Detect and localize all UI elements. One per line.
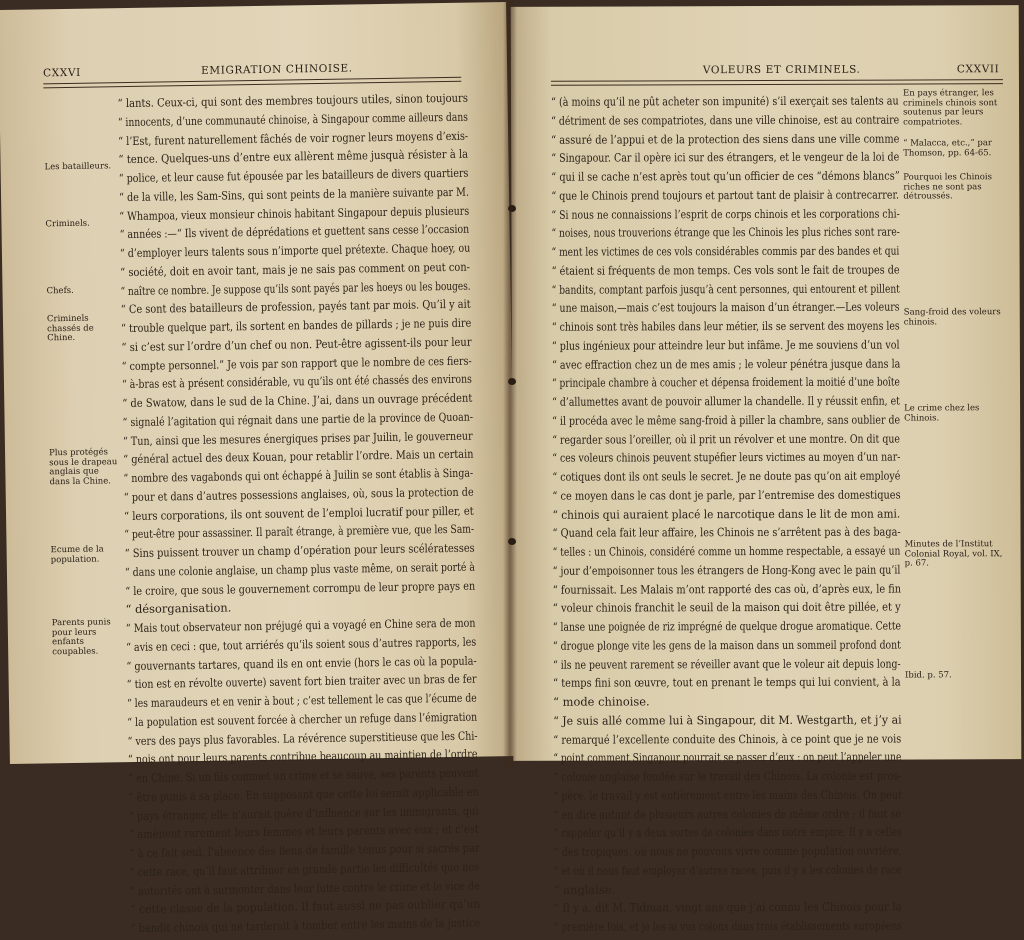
margin-note: En pays étranger, les criminels chinois sont soutenus par leurs compatriotes. (902, 88, 998, 128)
text-line: “ point comment Singapour pourrait se passer d’eux ; on peut l’appeler une (553, 749, 902, 765)
text-line: “ en dire autant de plusieurs autres colonies de même ordre ; il faut se (553, 806, 902, 822)
margin-note: Minutes de l’Institut Colonial Royal, vol. IX, p. 67. (904, 539, 1003, 569)
text-line: “ ces voleurs chinois peuvent stupéfier leurs victimes au moyen d’un nar- (552, 449, 901, 465)
text-line: “ détriment de ses compatriotes, dans une ville chinoise, est au contraire (551, 112, 900, 128)
text-line: “ à ce fait seul, l’absence des liens de famille tenus pour si sacrés par (129, 840, 480, 861)
text-line: “ Ce sont des batailleurs de profession, payés tant par mois. Qu’il y ait (120, 296, 471, 317)
text-line: “ à-bras est à présent considérable, vu qu’ils ont été chassés des environs (121, 371, 473, 392)
text-line: “ Il y a, dit M. Tidman, vingt ans que j’ai connu les Chinois pour la (553, 899, 902, 915)
right-running-title: VOLEURS ET CRIMINELS. (702, 63, 861, 77)
text-line: “ (à moins qu’il ne pût acheter son impunité) s’il exerçait ses talents au (550, 93, 899, 109)
margin-note: Criminels. (45, 218, 90, 230)
text-line: “ que le Chinois prend toujours et partout tant de plaisir à contrecarrer. (551, 187, 899, 203)
text-line: “ avis en ceci : que, tout arriérés qu’ils soient sous d’autres rapports, les (126, 634, 477, 654)
right-page (511, 5, 1022, 934)
text-line: “ qui il se cache n’est après tout qu’un officier de ces “démons blancs” (551, 168, 900, 184)
text-line: “ drogue plonge vite les gens de la maison dans un sommeil profond dont (552, 637, 901, 653)
margin-note: Chefs. (46, 285, 74, 297)
text-line: “ père, le travail y est entièrement entre les mains des Chinois. On peut (553, 787, 902, 803)
text-line: “ Singapour. Car il opère ici sur des étrangers, et le vengeur de la loi de (551, 149, 900, 165)
text-line: “ leurs corporations, ils ont souvent de l’emploi lucratif pour piller, et (123, 503, 474, 523)
text-line: “ nois ont pour leurs parents contribue beaucoup au maintien de l’ordre (127, 746, 478, 767)
text-line: “ désorganisation. (125, 600, 232, 617)
text-line: “ remarqué l’excellente conduite des Chinois, à ce point que je ne vois (553, 731, 902, 747)
right-header-rule-thin (551, 83, 1003, 86)
text-line: “ temps fini son œuvre, tout en prenant le temps qui lui convient, à la (553, 674, 901, 690)
text-line: “ les maraudeurs et en venir à bout ; c’est tellement le cas que l’écume de (126, 690, 477, 711)
margin-note: Plus protégés sous le drapeau anglais que dans la Chine. (48, 447, 118, 487)
text-line: “ Sins puissent trouver un champ d’opération pour leurs scélératesses (124, 540, 475, 561)
margin-note: Pourquoi les Chinois riches ne sont pas détroussés. (903, 172, 992, 202)
text-line: “ l’Est, furent naturellement fâchés de voir rogner leurs moyens d’exis- (118, 128, 469, 148)
text-line: “ chinois qui auraient placé le narcotique dans le lit de mon ami. (552, 506, 901, 522)
binding-stitch (508, 205, 516, 212)
text-line: “ voleur chinois franchit le seuil de la maison qui doit être pillée, et y (552, 599, 901, 615)
text-line: “ étaient si fréquents de mon temps. Ces vols sont le fait de troupes de (551, 262, 900, 278)
text-line: “ police, et leur cause fut épousée par les batailleurs de divers quartiers (118, 165, 469, 186)
margin-note: Sang-froid des voleurs chinois. (903, 307, 1001, 328)
margin-note: Ecume de la population. (50, 544, 104, 565)
text-line: “ chinois sont très habiles dans leur métier, ils se servent des moyens les (551, 318, 900, 334)
text-line: “ tion est en révolte ouverte) savent fort bien traiter avec un bras de fer (126, 671, 477, 692)
margin-note: Parents punis pour leurs enfants coupables. (51, 617, 111, 657)
text-line: “ et où il nous faut employer d’autres races, puis il y a les colonies de race (553, 862, 902, 878)
text-line: “ pays étranger, elle n’aurait guère d’influence sur les immigrants, qui (128, 803, 479, 823)
margin-note: Les batailleurs. (44, 161, 112, 173)
text-line: “ cotiques dont ils ont seuls le secret. Je ne doute pas qu’on ait employé (552, 468, 901, 484)
text-line: “ fournissait. Les Malais m’ont rapporté des cas où, d’après eux, le fin (552, 581, 902, 597)
text-line: “ colonie anglaise fondée sur le travail des Chinois. La colonie est pros- (553, 768, 902, 784)
margin-note: Criminels chassés de Chine. (46, 313, 94, 344)
text-line: “ autorités ont à surmonter dans leur lutte contre le crime et le vice de (129, 878, 480, 898)
text-line: “ cette classe de la population. Il faut aussi ne pas oublier qu’un (130, 896, 481, 917)
text-line: “ ment les victimes de ces vols considérables commis par des bandes et qui (551, 243, 900, 259)
text-line: “ vers des pays plus favorables. La révérence superstitieuse que les Chi- (127, 728, 478, 748)
text-line: “ telles : un Chinois, considéré comme un homme respectable, a essayé un (552, 543, 901, 559)
text-line: “ être punis à sa place. En supposant que cette loi serait applicable en (128, 784, 479, 804)
text-line: “ années :—“ Ils vivent de déprédations et guettent sans cesse l’occasion (119, 221, 470, 242)
text-line: “ trouble quelque part, ils sortent en bandes de pillards ; je ne puis dire (121, 315, 472, 336)
text-line: “ de la ville, les Sam-Sins, qui sont peints de la manière suivante par M. (118, 184, 470, 204)
text-line: “ si c’est sur l’ordre d’un chef ou non. Peut-être agissent-ils pour leur (121, 334, 472, 354)
binding-stitch (508, 378, 516, 385)
text-line: “ il procéda avec le même sang-froid à piller la chambre, sans oublier de (552, 412, 901, 428)
text-line: “ première fois, et je les ai vus colons dans trois établissements européens (553, 918, 903, 934)
text-line: “ Je suis allé comme lui à Singapour, dit M. Westgarth, et j’y ai (553, 712, 902, 728)
text-line: “ peut-être pour assassiner. Il paraît étrange, à première vue, que les Sam- (124, 521, 475, 542)
margin-note: Ibid. p. 57. (905, 670, 952, 681)
text-line: “ de Swatow, dans le sud de la Chine. J’ai, dans un ouvrage précédent (122, 390, 473, 411)
text-line: “ rappeler qu’il y a deux sortes de colonies dans notre empire. Il y a celles (553, 824, 902, 840)
text-line: “ Mais tout observateur non préjugé qui a voyagé en Chine sera de mon (125, 615, 476, 636)
text-line: “ général actuel des deux Kouan, pour retablir l’ordre. Mais un certain (123, 446, 474, 467)
text-line: “ Tun, ainsi que les mesures énergiques prises par Juilin, le gouverneur (122, 428, 473, 448)
text-line: “ lanse une poignée de riz imprégné de quelque drogue aromatique. Cette (552, 618, 902, 634)
text-line: “ ce moyen dans le cas dont je parle, par l’entremise des domestiques (552, 487, 901, 503)
text-line: “ cette race, qu’il faut attribuer en grande partie les difficultés que nos (129, 859, 480, 879)
left-running-title: EMIGRATION CHINOISE. (200, 62, 353, 77)
text-line: “ société, doit en avoir tant, mais je ne sais pas comment on peut con- (120, 259, 471, 279)
text-line: “ dans une colonie anglaise, un champ plus vaste même, on serait porté à (124, 559, 475, 579)
right-page-number: CXXVII (956, 63, 1000, 76)
left-page (0, 2, 518, 936)
text-line: “ des tropiques, où nous ne pouvons vivre comme population ouvrière, (553, 843, 902, 859)
binding-stitch (508, 538, 516, 545)
text-line: “ une maison,—mais c’est toujours la maison d’un étranger.—Les voleurs (551, 299, 900, 315)
text-line: “ lants. Ceux-ci, qui sont des membres toujours utiles, sinon toujours (117, 90, 469, 111)
text-line: “ innocents, d’une communauté chinoise, à Singapour comme ailleurs dans (117, 109, 469, 129)
text-line: “ assuré de l’appui et de la protection des siens dans une ville comme (551, 131, 900, 147)
text-line: “ jour d’empoisonner tous les étrangers de Hong-Kong avec le pain qu’il (552, 562, 901, 578)
text-line: “ principale chambre à coucher et dépensa froidement la moitié d’une boîte (551, 374, 900, 390)
text-line: “ la population est souvent forcée à chercher un refuge dans l’émigration (127, 709, 478, 729)
text-line: “ signalé l’agitation qui régnait dans une partie de la province de Quoan- (122, 409, 474, 429)
left-page-number: CXXVI (43, 66, 81, 80)
text-line: “ tence. Quelques-uns d’entre eux allèrent même jusquà résister à la (118, 146, 469, 167)
margin-note: Le crime chez les Chinois. (904, 403, 980, 424)
text-line: “ regarder sous l’oreiller, où il prit un révolver et une montre. On dit que (552, 431, 900, 447)
text-line: “ avec effraction chez un de mes amis ; le voleur pénétra jusque dans la (551, 356, 901, 372)
text-line: “ en Chine. Si un fils commet un crime et se sauve, ses parents peuvent (128, 765, 479, 786)
text-line: “ le croire, que sous le gouvernement corrompu de leur propre pays en (125, 578, 476, 598)
text-line: “ bandit chinois qui ne tarderait à tomber entre les mains de la justice (130, 915, 481, 936)
text-line: “ Si nous ne connaissions l’esprit de corps chinois et les corporations chi- (551, 206, 900, 222)
text-line: “ ils ne peuvent rarement se réveiller avant que le voleur ait depuis long- (552, 656, 901, 672)
text-line: “ Whampoa, vieux monsieur chinois habitant Singapour depuis plusieurs (119, 203, 470, 223)
text-line: “ amènent rarement leurs femmes et leurs parents avec eux ; et c’est (128, 821, 479, 842)
text-line: “ anglaise. (553, 882, 616, 897)
text-line: “ pour et dans d’autres possessions anglaises, où, sous la protection de (123, 484, 474, 504)
text-line: “ d’allumettes avant de pouvoir allumer la chandelle. Il y réussit enfin, et (552, 393, 900, 409)
text-line: “ noises, nous trouverions étrange que les Chinois les plus riches sont rare- (551, 224, 900, 240)
right-header-rule (551, 79, 1003, 82)
text-line: “ compte personnel.” Je vois par son rapport que le nombre de ces fiers- (121, 353, 472, 373)
text-line: “ Quand cela fait leur affaire, les Chinois ne s’arrêtent pas à des baga- (552, 524, 901, 540)
text-line: “ d’employer leurs talents sous n’importe quel prétexte. Chaque hoey, ou (119, 240, 471, 261)
text-line: “ bandits, comptant parfois jusqu’à cent personnes, qui entourent et pillent (551, 281, 900, 297)
text-line: “ gouvernants tartares, quand ils en ont envie (hors le cas où la popula- (126, 653, 477, 673)
text-line: “ naître ce nombre. Je suppose qu’ils sont payés par les hoeys ou les bouges. (120, 278, 471, 298)
text-line: “ nombre des vagabonds qui ont échappé à Juilin se sont établis à Singa- (123, 465, 474, 486)
text-line: “ mode chinoise. (553, 694, 650, 709)
left-body-text (117, 89, 480, 938)
right-body-text (551, 92, 902, 937)
margin-note: “ Malacca, etc.,” par Thomson, pp. 64-65. (903, 138, 993, 159)
text-line: “ plus ingénieux pour atteindre leur but infâme. Je me souviens d’un vol (551, 337, 900, 353)
